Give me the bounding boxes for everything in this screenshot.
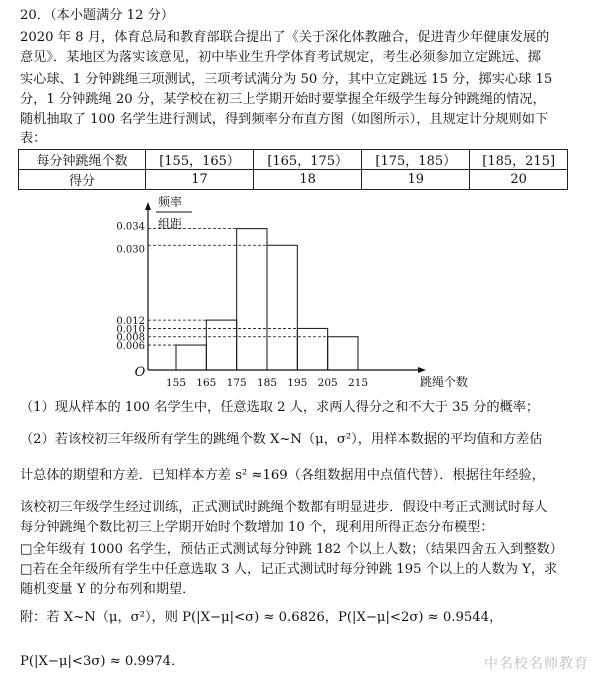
problem-header: 20．（本小题满分 12 分）: [20, 8, 175, 23]
table-cell: 19: [362, 170, 470, 190]
histogram-bar: [267, 245, 297, 370]
table-cell: [165，175）: [254, 150, 362, 170]
y-tick-label: 0.034: [116, 221, 145, 233]
y-tick-label: 0.030: [116, 244, 145, 256]
y-tick-label: 0.006: [116, 341, 145, 353]
y-axis-label-numerator: 频率: [158, 195, 183, 209]
x-tick-label: 175: [226, 377, 247, 389]
x-tick-label: 165: [196, 377, 217, 389]
table-cell: [155，165）: [146, 150, 254, 170]
problem-line-6: 表：: [20, 131, 47, 146]
appendix-line-1: 附：若 X~N（μ，σ²），则 P(|X−μ|<σ) ≈ 0.6826，P(|X−μ|<2σ) ≈ 0.9544，: [20, 610, 503, 625]
question-2-line-7: 随机变量 Y 的分布列和期望．: [20, 582, 196, 597]
y-axis-arrow: [145, 202, 151, 210]
question-2-line-2: 计总体的期望和方差．已知样本方差 s² ≈169（各组数据用中点值代替）．根据往年经验，: [20, 468, 545, 483]
x-tick-label: 205: [317, 377, 338, 389]
table-row: [19, 170, 568, 190]
problem-line-5: 随机抽取了 100 名学生进行测试，得到频率分布直方图（如图所示），且规定计分规则如下: [20, 112, 549, 127]
histogram-bar: [206, 320, 236, 370]
score-table: [18, 149, 568, 190]
histogram-bar: [176, 345, 206, 370]
question-1: （1）现从样本的 100 名学生中，任意选取 2 人，求两人得分之和不大于 35 分的概率；: [20, 400, 540, 415]
problem-line-2: 意见》．某地区为落实该意见，初中毕业生升学体育考试规定，考生必须参加立定跳远、掷: [20, 50, 541, 65]
y-tick-label: 0.010: [116, 324, 145, 336]
x-tick-label: 155: [165, 377, 187, 389]
question-2-line-1: （2）若该校初三年级所有学生的跳绳个数 X~N（μ，σ²），用样本数据的平均值和方差估: [20, 432, 543, 447]
histogram-chart: [0, 190, 597, 395]
appendix-line-2: P(|X−μ|<3σ) ≈ 0.9974．: [20, 654, 185, 669]
problem-line-1: 2020 年 8 月，体育总局和教育部联合提出了《关于深化体教融合，促进青少年健康发展的: [20, 30, 550, 45]
question-2-line-6: □若在全年级所有学生中任意选取 3 人，记正式测试时每分钟跳 195 个以上的人数为 Y，求: [20, 562, 558, 577]
table-cell: 20: [470, 170, 568, 190]
table-row: [19, 150, 568, 170]
table-cell: 18: [254, 170, 362, 190]
histogram-bar: [328, 337, 358, 370]
problem-line-3: 实心球、1 分钟跳绳三项测试，三项考试满分为 50 分，其中立定跳远 15 分，掷实心球 15: [20, 72, 553, 87]
question-2-line-3: 该校初三年级学生经过训练，正式测试时跳绳个数都有明显进步．假设中考正式测试时每人: [20, 500, 548, 515]
table-cell: 得分: [19, 170, 146, 190]
table-cell: [185，215]: [470, 150, 568, 170]
question-2-line-5: □全年级有 1000 名学生，预估正式测试每分钟跳 182 个以上人数；（结果四舍五入到整数）: [20, 542, 563, 557]
x-tick-label: 195: [287, 377, 308, 389]
histogram-bar: [237, 229, 267, 370]
table-cell: 17: [146, 170, 254, 190]
x-axis-arrow: [418, 367, 426, 373]
origin-label: O: [134, 365, 146, 380]
table-cell: [175，185）: [362, 150, 470, 170]
watermark: 中名校名师教育: [484, 656, 589, 672]
y-axis-label-denominator: 组距: [158, 217, 183, 231]
x-axis-label: 跳绳个数: [420, 375, 469, 389]
histogram-bar: [297, 328, 327, 370]
x-tick-label: 215: [347, 377, 369, 389]
question-2-line-4: 每分钟跳绳个数比初三上学期开始时个数增加 10 个，现利用所得正态分布模型：: [20, 520, 494, 535]
y-tick-label: 0.012: [116, 316, 145, 328]
y-tick-label: 0.008: [116, 332, 145, 344]
table-cell: 每分钟跳绳个数: [19, 150, 146, 170]
problem-line-4: 分，1 分钟跳绳 20 分，某学校在初三上学期开始时要掌握全年级学生每分钟跳绳的情况，: [20, 92, 546, 107]
x-tick-label: 185: [256, 377, 278, 389]
